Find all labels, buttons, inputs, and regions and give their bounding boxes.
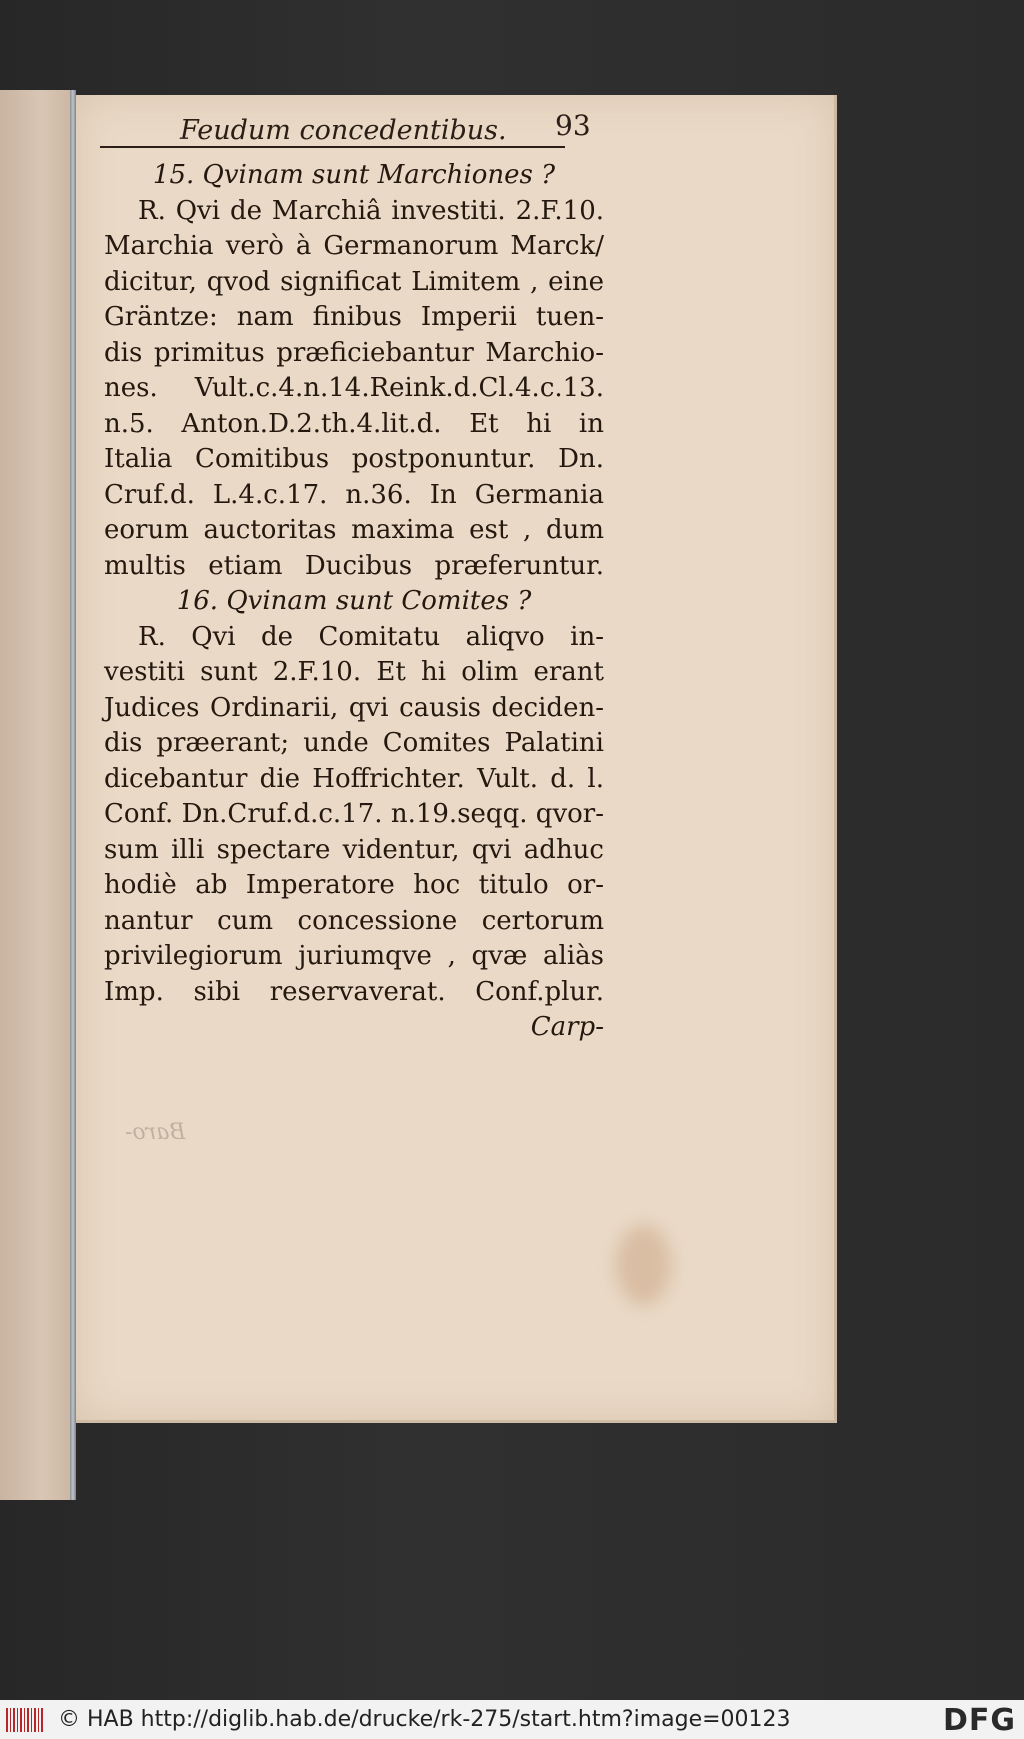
text-line: n.5. Anton.D.2.th.4.lit.d. Et hi in (104, 408, 604, 439)
text-line: multis etiam Ducibus præferuntur. (104, 550, 604, 581)
text-line: eorum auctoritas maxima est , dum (104, 515, 604, 545)
footer-bar (0, 1700, 1024, 1739)
text-line: 16. Qvinam sunt Comites ? (176, 586, 532, 616)
text-line: Cruf.d. L.4.c.17. n.36. In Germania (104, 479, 604, 510)
copyright-url[interactable]: © HAB http://diglib.hab.de/drucke/rk-275/start.htm?image=00123 (58, 1707, 791, 1732)
hab-logo-icon (6, 1708, 44, 1732)
page-number: 93 (555, 109, 591, 142)
bleed-through-text: Baro- (125, 1120, 186, 1145)
text-line: Judices Ordinarii, qvi causis deciden- (104, 692, 604, 723)
text-line: dicebantur die Hoffrichter. Vult. d. l. (104, 763, 604, 794)
text-line: Marchia verò à Germanorum Marck/ (104, 231, 604, 261)
text-line: Conf. Dn.Cruf.d.c.17. n.19.seqq. qvor- (104, 799, 604, 829)
text-line: nes. Vult.c.4.n.14.Reink.d.Cl.4.c.13. (104, 373, 604, 403)
header-rule (100, 146, 565, 148)
text-line: nantur cum concessione certorum (104, 905, 604, 936)
text-line: R. Qvi de Marchiâ investiti. 2.F.10. (138, 195, 604, 226)
dfg-logo: DFG (942, 1703, 1016, 1738)
text-line: Imp. sibi reservaverat. Conf.plur. (104, 976, 604, 1007)
text-line: R. Qvi de Comitatu aliqvo in- (138, 621, 604, 652)
adjacent-page-edge (0, 90, 70, 1500)
text-line: Italia Comitibus postponuntur. Dn. (104, 444, 604, 474)
text-line: Carp- (530, 1012, 604, 1042)
paper-stain (616, 1225, 671, 1305)
running-head-title: Feudum concedentibus. (180, 115, 507, 146)
text-line: sum illi spectare videntur, qvi adhuc (104, 834, 604, 865)
page-body-text (104, 158, 604, 1046)
text-line: Gräntze: nam finibus Imperii tuen- (104, 302, 604, 332)
text-line: dis præerant; unde Comites Palatini (104, 728, 604, 758)
text-line: privilegiorum juriumqve , qvæ aliàs (104, 941, 604, 971)
adjacent-page-fragments (0, 340, 70, 1240)
text-line: dis primitus præficiebantur Marchio- (104, 337, 604, 368)
text-line: 15. Qvinam sunt Marchiones ? (152, 160, 556, 190)
text-line: dicitur, qvod significat Limitem , eine (104, 266, 604, 297)
text-line: hodiè ab Imperatore hoc titulo or- (104, 870, 604, 900)
text-line: vestiti sunt 2.F.10. Et hi olim erant (104, 657, 604, 687)
